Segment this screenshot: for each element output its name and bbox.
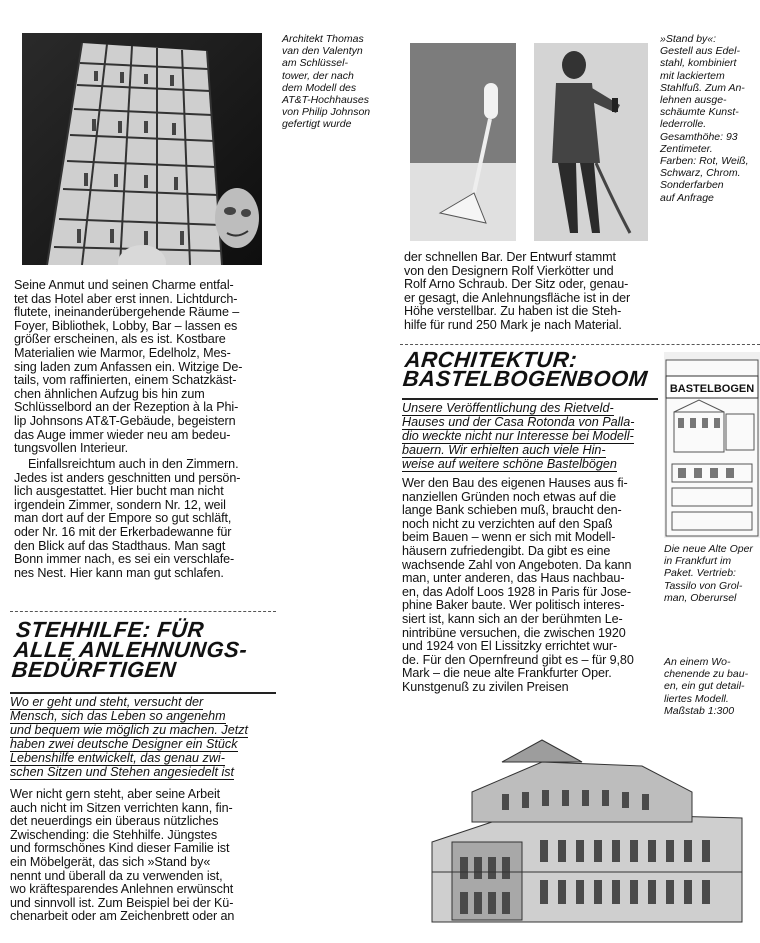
alte-oper-caption: Die neue Alte Oper in Frankfurt im Paket. Vertrieb: Tassilo von Grol- man, Oberursel xyxy=(664,543,753,604)
stehhilfe-intro xyxy=(10,696,278,779)
intro-line: Hauses und der Casa Rotonda von Palla- xyxy=(402,414,635,429)
intro-line: bauern. Wir erhielten auch viele Hin- xyxy=(402,442,606,457)
intro-line: weise auf weitere schöne Bastelbögen xyxy=(402,456,617,471)
architektur-rule xyxy=(402,398,658,400)
intro-line: Wo er geht und steht, versucht der xyxy=(10,695,204,709)
intro-line: Unsere Veröffentlichung des Rietveld- xyxy=(402,401,614,415)
section-divider-right xyxy=(400,344,760,345)
stehhilfe-rule xyxy=(10,692,276,694)
hotel-paragraph-2: Einfallsreichtum auch in den Zimmern. Jedes ist anders geschnitten und persön- lich ausgestattet. Hier bucht man nicht irgendein Zimmer, sondern Nr. 12, weil man dort auf der Empore so gut schläft, oder Nr. 16 mit der Erkerbadewanne für den Blick auf das Stadthaus. Man sagt Bonn immer nach, es sei ein verschlafe- nes Nest. Hier kann man gut schlafen. xyxy=(14,457,241,580)
intro-line: dio weckte nicht nur Interesse bei Modell- xyxy=(402,428,634,443)
intro-line: Lebenshilfe entwickelt, das genau zwi- xyxy=(10,750,225,765)
standby-caption: »Stand by«: Gestell aus Edel- stahl, kombiniert mit lackiertem Stahlfuß. Zum An- lehnen ausge- schäumte Kunst- lederrolle. Gesamthöhe: 93 Zentimeter. Farben: Rot, Weiß, Schwarz, Chrom. Sonderfarben auf Anfrage xyxy=(660,33,749,204)
architektur-headline: ARCHITEKTUR: BASTELBOGENBOOM xyxy=(401,347,649,391)
hotel-paragraph-1: Seine Anmut und seinen Charme entfal- tet das Hotel aber erst innen. Lichtdurch- flutete, ineinanderübergehende Räume – Foyer, Bibliothek, Lobby, Bar – lassen es größer erscheinen, als es ist. Kostbare Materialien wie Marmor, Edelholz, Mes- sing laden zum Anfassen ein. Witzige De- tails, vom raffinierten, einem Schatzkäst- chen ähnlichen Aufzug bis hin zum Schlüsselbord an der Rezeption à la Phi- lip Johnsons AT&T-Gebäude, begeistern das Auge immer wieder neu am bedeu- tungsvollen Interieur. xyxy=(14,278,243,456)
opera-model-image xyxy=(412,722,760,930)
standby-stool-image xyxy=(410,43,516,241)
intro-line: haben zwei deutsche Designer ein Stück xyxy=(10,736,238,751)
key-rack-image xyxy=(22,33,262,265)
stehhilfe-body: Wer nicht gern steht, aber seine Arbeit auch nicht im Sitzen verrichten kann, fin- det neuerdings ein überaus nützliches Zwischending: die Stehhilfe. Jüngstes und formschönes Kind dieser Familie ist ein Möbelgerät, das sich »Stand by« nennt und überall da zu verwenden ist, wo kräftesparendes Anlehnen erwünscht und sinnvoll ist. Zum Beispiel bei der Kü- chenarbeit oder am Zeichenbrett oder an xyxy=(10,787,235,924)
woman-leaning-photo xyxy=(534,43,648,241)
architektur-body: Wer den Bau des eigenen Hauses aus fi- nanziellen Gründen noch etwas auf die lange Bank schieben muß, braucht den- noch nicht zu verzichten auf den Spaß beim Bauen – wenn er sich mit Modell- häusern zufriedengibt. Da gibt es eine wachsende Zahl von Angeboten. Da kann man, unter anderen, das Haus nachbau- en, das Adolf Loos 1928 in Paris für Jose- phine Baker baute. Wer politisch interes- siert ist, kann sich an der berühmten Le- nintribüne versuchen, die zwischen 1920 und 1924 von El Lissitzky errichtet wur- de. Für den Opernfreund gibt es – für 9,80 Mark – die neue alte Frankfurter Oper. Kunstgenuß zu zivilen Preisen xyxy=(402,476,634,694)
woman-leaning-image xyxy=(534,43,648,241)
model-caption: An einem Wo- chenende zu bau- en, ein gut detail- liertes Modell. Maßstab 1:300 xyxy=(664,656,749,717)
intro-line: schen Sitzen und Stehen angesiedelt ist xyxy=(10,764,235,779)
intro-line: und bequem wie möglich zu machen. Jetzt xyxy=(10,722,249,737)
bastelbogen-box-photo xyxy=(664,352,760,538)
tower-caption: Architekt Thomas van den Valentyn am Schlüssel- tower, der nach dem Modell des AT&T-Hochhauses von Philip Johnson gefertigt wurde xyxy=(282,33,371,131)
box-title-text: BASTELBOGEN xyxy=(669,383,755,395)
bastelbogen-box-image xyxy=(664,352,760,538)
opera-model-photo xyxy=(412,722,760,930)
stehhilfe-body-continued: der schnellen Bar. Der Entwurf stammt von den Designern Rolf Vierkötter und Rolf Arno Schraub. Der Sitz oder, genau- er gesagt, die Anlehnungsfläche ist in der Höhe verstellbar. Zu haben ist die Steh- hilfe für rund 250 Mark je nach Material. xyxy=(404,250,631,332)
key-rack-photo xyxy=(22,33,262,265)
standby-stool-photo xyxy=(410,43,516,241)
intro-line: Mensch, sich das Leben so angenehm xyxy=(10,708,226,723)
architektur-intro xyxy=(402,402,664,472)
section-divider-left xyxy=(10,611,276,612)
stehhilfe-headline: STEHHILFE: FÜR ALLE ANLEHNUNGS- BEDÜRFTIGEN xyxy=(10,617,249,682)
